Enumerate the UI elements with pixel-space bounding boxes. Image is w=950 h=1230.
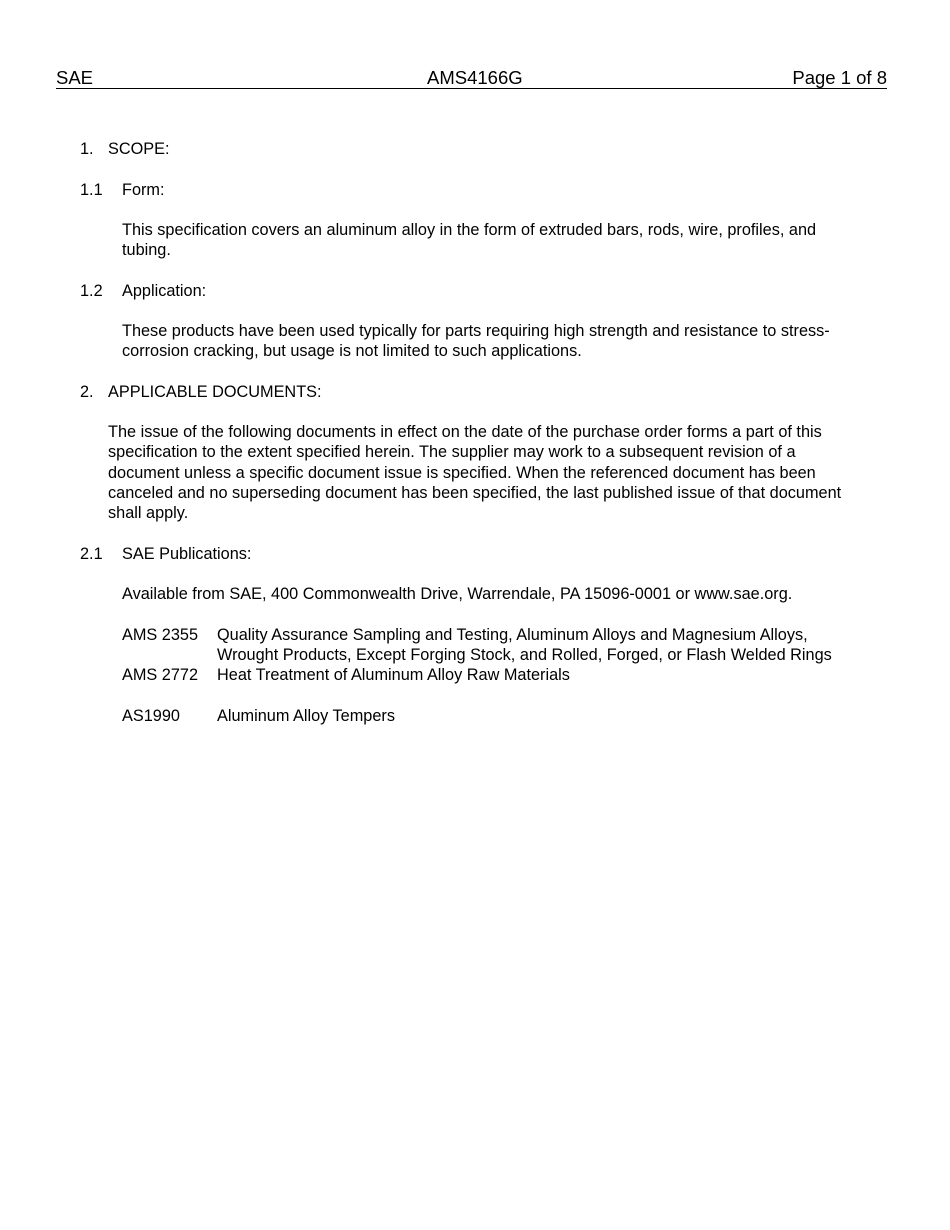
paragraph-line: shall apply. <box>108 504 189 523</box>
reference-title-line: Quality Assurance Sampling and Testing, Aluminum Alloys and Magnesium Alloys, <box>217 626 808 644</box>
section-number: 2.1 <box>80 545 103 563</box>
paragraph-line: These products have been used typically for parts requiring high strength and resistance to stress- <box>122 322 830 340</box>
section-1-1-paragraph <box>122 220 882 261</box>
paragraph-line: The issue of the following documents in effect on the date of the purchase order forms a part of this <box>108 423 822 441</box>
section-title: SAE Publications: <box>122 545 252 563</box>
paragraph-line: corrosion cracking, but usage is not limited to such applications. <box>122 342 582 361</box>
section-number: 2. <box>80 383 94 401</box>
paragraph-line: document unless a specific document issue is specified. When the referenced document has been <box>108 463 816 482</box>
reference-title <box>217 706 882 726</box>
section-1-2-paragraph <box>122 321 882 362</box>
reference-title <box>217 665 882 685</box>
section-number: 1. <box>80 140 94 158</box>
section-2-paragraph <box>108 422 888 523</box>
header-doc-number: AMS4166G <box>427 67 523 88</box>
paragraph-line: tubing. <box>122 241 171 260</box>
reference-title-line: Aluminum Alloy Tempers <box>217 707 395 725</box>
reference-code: AMS 2772 <box>122 666 199 684</box>
header-page-number: Page 1 of 8 <box>792 67 887 88</box>
reference-title-line: Wrought Products, Except Forging Stock, and Rolled, Forged, or Flash Welded Rings <box>217 646 832 665</box>
section-number: 1.1 <box>80 181 103 199</box>
section-title: Application: <box>122 282 207 300</box>
availability-statement <box>122 584 882 604</box>
section-number: 1.2 <box>80 282 103 300</box>
reference-title-line: Heat Treatment of Aluminum Alloy Raw Materials <box>217 666 570 684</box>
paragraph-line: canceled and no superseding document has been specified, the last published issue of that document <box>108 483 842 502</box>
section-title: APPLICABLE DOCUMENTS: <box>108 383 322 401</box>
reference-title <box>217 625 882 666</box>
header-org: SAE <box>56 67 94 88</box>
page-header <box>56 67 887 89</box>
paragraph-line: This specification covers an aluminum alloy in the form of extruded bars, rods, wire, profiles, and <box>122 221 817 239</box>
availability-text: Available from SAE, 400 Commonwealth Drive, Warrendale, PA 15096-0001 or www.sae.org. <box>122 585 793 603</box>
reference-code: AMS 2355 <box>122 626 199 644</box>
section-title: SCOPE: <box>108 140 170 158</box>
section-title: Form: <box>122 181 165 199</box>
reference-code: AS1990 <box>122 707 180 725</box>
paragraph-line: specification to the extent specified herein. The supplier may work to a subsequent revision of a <box>108 443 796 462</box>
